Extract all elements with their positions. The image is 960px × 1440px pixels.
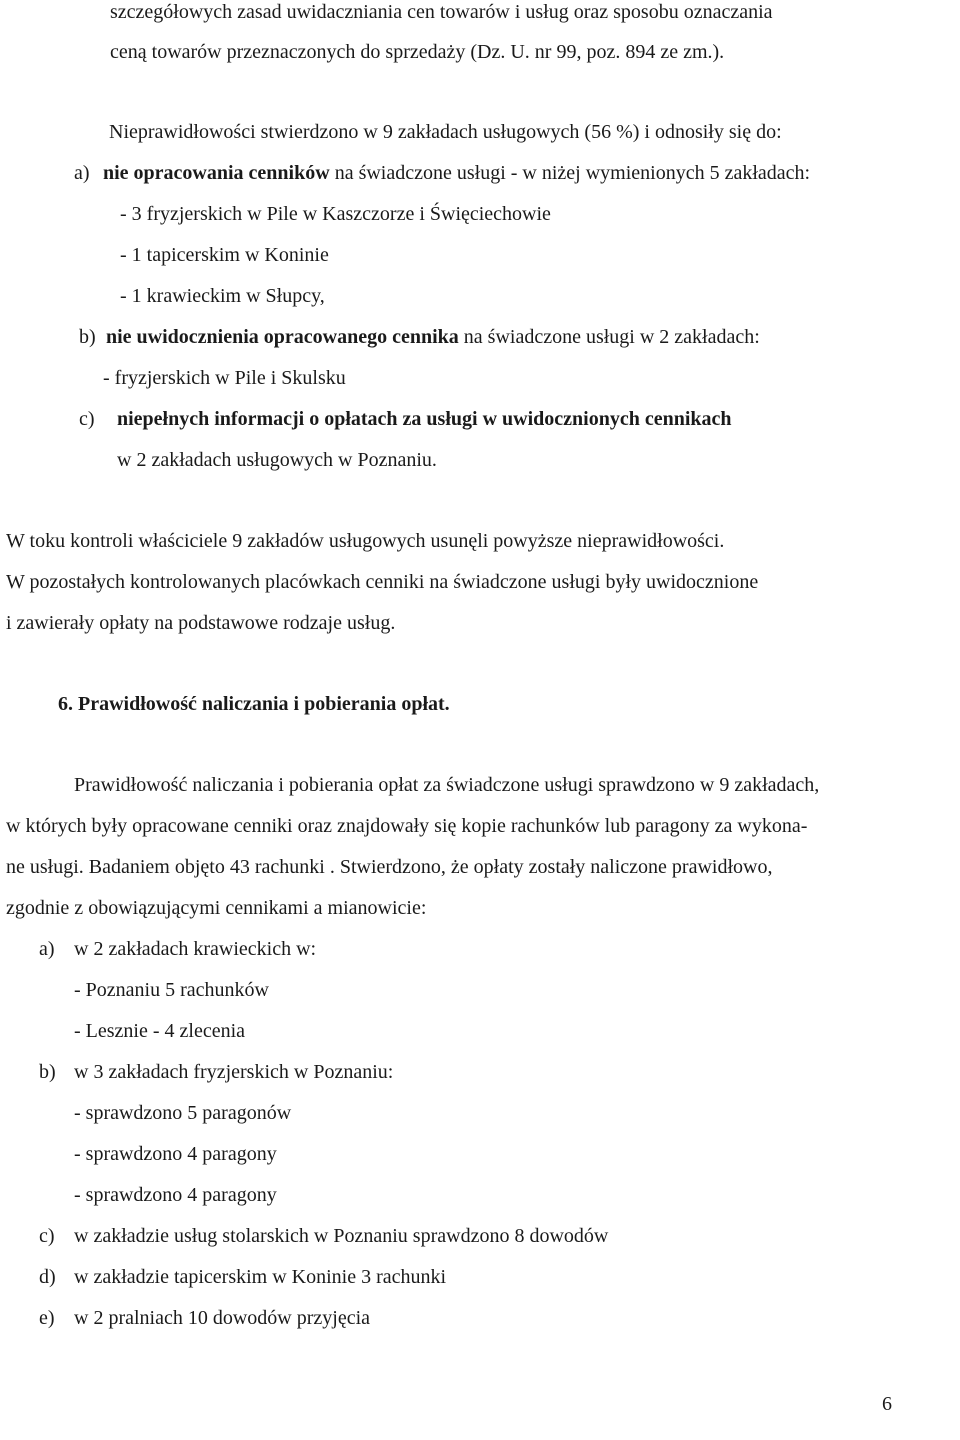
paragraph-line: zgodnie z obowiązującymi cennikami a mianowicie: (6, 897, 427, 919)
list-marker-b: b) (79, 326, 96, 348)
list-item-b: w 3 zakładach fryzjerskich w Poznaniu: (74, 1061, 394, 1083)
intro-line-2: ceną towarów przeznaczonych do sprzedaży (Dz. U. nr 99, poz. 894 ze zm.). (110, 41, 725, 63)
irregularity-a-rest: na świadczone usługi - w niżej wymienionych 5 zakładach: (329, 162, 811, 184)
summary-line-1: W toku kontroli właściciele 9 zakładów usługowych usunęli powyższe nieprawidłowości. (6, 530, 725, 552)
paragraph-line: Prawidłowość naliczania i pobierania opłat za świadczone usługi sprawdzono w 9 zakładach, (74, 774, 820, 796)
irregularity-a-item: - 3 fryzjerskich w Pile w Kaszczorze i Święciechowie (120, 203, 551, 225)
irregularity-c-bold: niepełnych informacji o opłatach za usługi w uwidocznionych cennikach (117, 408, 732, 430)
list-subitem: - sprawdzono 5 paragonów (74, 1102, 292, 1124)
list-marker-c: c) (39, 1225, 55, 1247)
list-subitem: - Lesznie - 4 zlecenia (74, 1020, 246, 1042)
list-subitem: - sprawdzono 4 paragony (74, 1184, 277, 1206)
intro-line-1: szczegółowych zasad uwidaczniania cen towarów i usług oraz sposobu oznaczania (110, 1, 773, 23)
list-marker-a: a) (74, 162, 90, 184)
list-marker-e: e) (39, 1307, 55, 1329)
summary-line-3: i zawierały opłaty na podstawowe rodzaje usług. (6, 612, 396, 634)
irregularity-b (106, 325, 760, 349)
list-subitem: - Poznaniu 5 rachunków (74, 979, 269, 1001)
irregularity-a (103, 161, 810, 185)
list-marker-c: c) (79, 408, 95, 430)
irregularity-b-rest: na świadczone usługi w 2 zakładach: (458, 326, 760, 348)
paragraph-line: w których były opracowane cenniki oraz znajdowały się kopie rachunków lub paragony za wykona- (6, 815, 808, 837)
irregularities-intro: Nieprawidłowości stwierdzono w 9 zakładach usługowych (56 %) i odnosiły się do: (109, 121, 782, 143)
list-item-e: w 2 pralniach 10 dowodów przyjęcia (74, 1307, 371, 1329)
list-item-c: w zakładzie usług stolarskich w Poznaniu sprawdzono 8 dowodów (74, 1225, 609, 1247)
list-marker-d: d) (39, 1266, 56, 1288)
list-marker-b: b) (39, 1061, 56, 1083)
page-number: 6 (882, 1393, 892, 1415)
list-item-a: w 2 zakładach krawieckich w: (74, 938, 317, 960)
list-subitem: - sprawdzono 4 paragony (74, 1143, 277, 1165)
section-heading: 6. Prawidłowość naliczania i pobierania opłat. (58, 693, 450, 715)
irregularity-a-item: - 1 tapicerskim w Koninie (120, 244, 329, 266)
irregularity-c-cont: w 2 zakładach usługowych w Poznaniu. (117, 449, 437, 471)
list-marker-a: a) (39, 938, 55, 960)
irregularity-a-item: - 1 krawieckim w Słupcy, (120, 285, 325, 307)
irregularity-b-item: - fryzjerskich w Pile i Skulsku (103, 367, 346, 389)
list-item-d: w zakładzie tapicerskim w Koninie 3 rachunki (74, 1266, 447, 1288)
summary-line-2: W pozostałych kontrolowanych placówkach cenniki na świadczone usługi były uwidocznione (6, 571, 759, 593)
irregularity-b-bold: nie uwidocznienia opracowanego cennika (106, 326, 459, 348)
irregularity-a-bold: nie opracowania cenników (103, 162, 330, 184)
paragraph-line: ne usługi. Badaniem objęto 43 rachunki . Stwierdzono, że opłaty zostały naliczone prawidłowo, (6, 856, 773, 878)
